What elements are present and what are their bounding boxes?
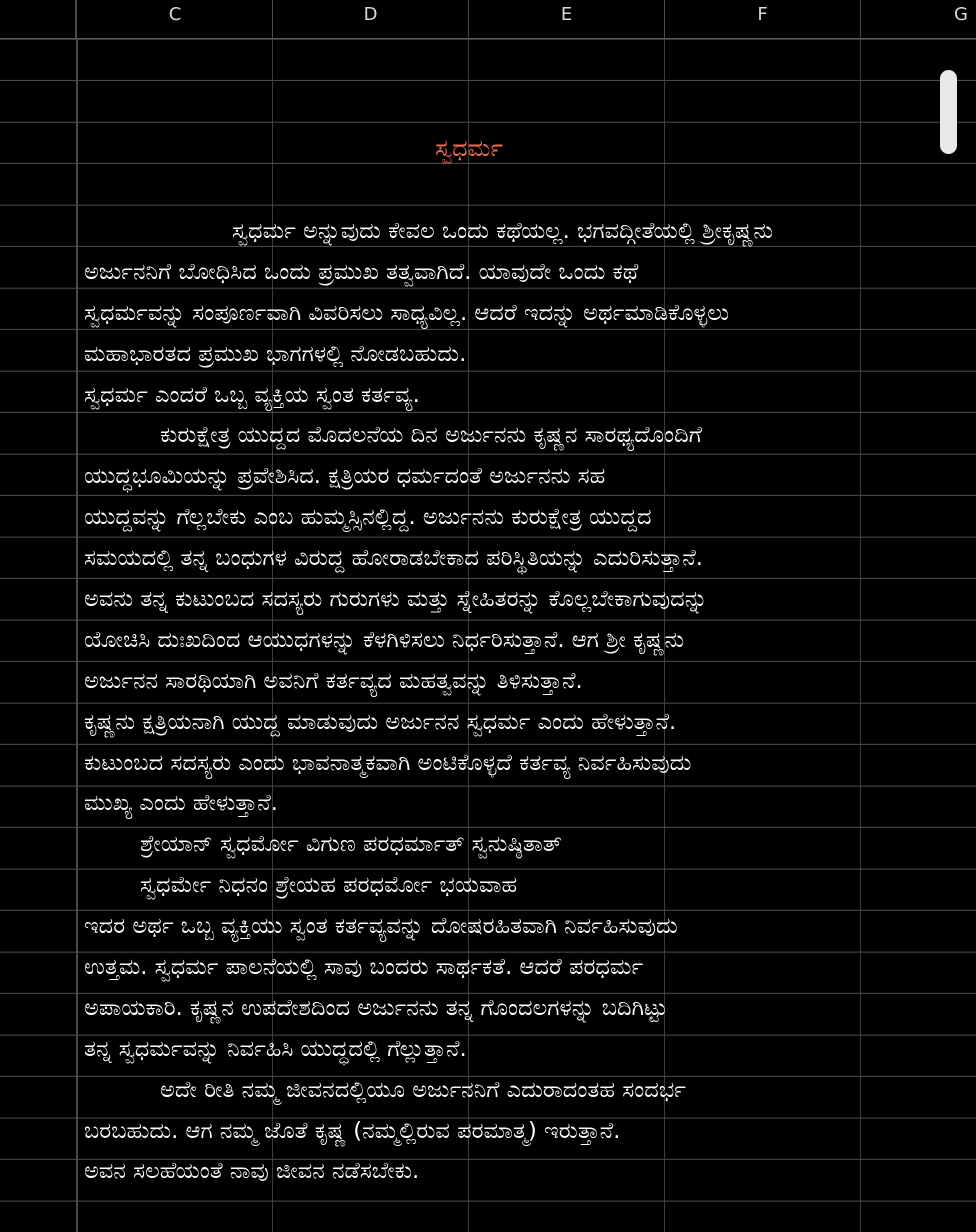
- text-cell[interactable]: ಯುದ್ದವನ್ನು ಗೆಲ್ಲಬೇಕು ಎಂಬ ಹುಮ್ಮಸ್ಸಿನಲ್ಲಿದ್ದ. ಅರ್ಜುನನು ಕುರುಕ್ಷೇತ್ರ ಯುದ್ದದ: [84, 504, 652, 531]
- title-cell[interactable]: ಸ್ವಧರ್ಮ: [435, 134, 503, 162]
- column-header-e[interactable]: E: [469, 0, 665, 38]
- text-cell[interactable]: ಸ್ವಧರ್ಮ ಎಂದರೆ ಒಬ್ಬ ವ್ಯಕ್ತಿಯ ಸ್ವಂತ ಕರ್ತವ್ಯ.: [84, 381, 420, 408]
- text-cell[interactable]: ಶ್ರೇಯಾನ್ ಸ್ವಧರ್ಮೋ ವಿಗುಣ ಪರಧರ್ಮಾತ್ ಸ್ವನುಷ್ಠಿತಾತ್: [140, 831, 563, 858]
- text-cell[interactable]: ಮುಖ್ಯ ಎಂದು ಹೇಳುತ್ತಾನೆ.: [84, 790, 278, 817]
- text-cell[interactable]: ಕೃಷ್ಣನು ಕ್ಷತ್ರಿಯನಾಗಿ ಯುದ್ದ ಮಾಡುವುದು ಅರ್ಜುನನ ಸ್ವಧರ್ಮ ಎಂದು ಹೇಳುತ್ತಾನೆ.: [84, 708, 677, 735]
- text-cell[interactable]: ಕುಟುಂಬದ ಸದಸ್ಯರು ಎಂದು ಭಾವನಾತ್ಮಕವಾಗಿ ಅಂಟಿಕೊಳ್ಳದೆ ಕರ್ತವ್ಯ ನಿರ್ವಹಿಸುವುದು: [84, 749, 692, 776]
- text-cell[interactable]: ಬರಬಹುದು. ಆಗ ನಮ್ಮ ಜೊತೆ ಕೃಷ್ಣ (ನಮ್ಮಲ್ಲಿರುವ ಪರಮಾತ್ಮ) ಇರುತ್ತಾನೆ.: [84, 1117, 621, 1144]
- text-cell[interactable]: ತನ್ನ ಸ್ವಧರ್ಮವನ್ನು ನಿರ್ವಹಿಸಿ ಯುದ್ಧದಲ್ಲಿ ಗೆಲ್ಲುತ್ತಾನೆ.: [84, 1035, 467, 1062]
- text-cell[interactable]: ಅಪಾಯಕಾರಿ. ಕೃಷ್ಣನ ಉಪದೇಶದಿಂದ ಅರ್ಜುನನು ತನ್ನ ಗೊಂದಲಗಳನ್ನು ಬದಿಗಿಟ್ಟು: [84, 994, 668, 1021]
- vertical-scrollbar-thumb[interactable]: [940, 70, 957, 154]
- text-cell[interactable]: ಸ್ವಧರ್ಮ ಅನ್ನುವುದು ಕೇವಲ ಒಂದು ಕಥೆಯಲ್ಲ. ಭಗವದ್ಗೀತೆಯಲ್ಲಿ ಶ್ರೀಕೃಷ್ಣನು: [232, 218, 774, 244]
- column-header-c[interactable]: C: [78, 0, 273, 38]
- text-cell[interactable]: ಸಮಯದಲ್ಲಿ ತನ್ನ ಬಂಧುಗಳ ವಿರುದ್ದ ಹೋರಾಡಬೇಕಾದ ಪರಿಸ್ಥಿತಿಯನ್ನು ಎದುರಿಸುತ್ತಾನೆ.: [84, 545, 703, 572]
- essay-text-block: [78, 211, 976, 1192]
- text-cell[interactable]: ಸ್ವಧರ್ಮೇ ನಿಧನಂ ಶ್ರೇಯಹ ಪರಧರ್ಮೋ ಭಯವಾಹ: [140, 872, 518, 899]
- column-header-bar: [0, 0, 976, 39]
- select-all-corner[interactable]: [0, 0, 77, 38]
- text-cell[interactable]: ಯುದ್ಧಭೂಮಿಯನ್ನು ಪ್ರವೇಶಿಸಿದ. ಕ್ಷತ್ರಿಯರ ಧರ್ಮದಂತೆ ಅರ್ಜುನನು ಸಹ: [84, 463, 606, 490]
- column-header-g[interactable]: G: [954, 4, 968, 25]
- text-cell[interactable]: ಮಹಾಭಾರತದ ಪ್ರಮುಖ ಭಾಗಗಳಲ್ಲಿ ನೋಡಬಹುದು.: [84, 340, 467, 367]
- text-cell[interactable]: ಯೋಚಿಸಿ ದುಃಖದಿಂದ ಆಯುಧಗಳನ್ನು ಕೆಳಗಿಳಿಸಲು ನಿರ್ಧರಿಸುತ್ತಾನೆ. ಆಗ ಶ್ರೀ ಕೃಷ್ಣನು: [84, 626, 685, 653]
- column-header-d[interactable]: D: [273, 0, 469, 38]
- text-cell[interactable]: ಅರ್ಜುನನ ಸಾರಥಿಯಾಗಿ ಅವನಿಗೆ ಕರ್ತವ್ಯದ ಮಹತ್ವವನ್ನು ತಿಳಿಸುತ್ತಾನೆ.: [84, 667, 583, 694]
- text-cell[interactable]: ಅದೇ ರೀತಿ ನಮ್ಮ ಜೀವನದಲ್ಲಿಯೂ ಅರ್ಜುನನಿಗೆ ಎದುರಾದಂತಹ ಸಂದರ್ಭ: [160, 1076, 686, 1103]
- text-cell[interactable]: ಅವನ ಸಲಹೆಯಂತೆ ನಾವು ಜೀವನ ನಡೆಸಬೇಕು.: [84, 1158, 420, 1185]
- text-cell[interactable]: ಇದರ ಅರ್ಥ ಒಬ್ಬ ವ್ಯಕ್ತಿಯು ಸ್ವಂತ ಕರ್ತವ್ಯವನ್ನು ದೋಷರಹಿತವಾಗಿ ನಿರ್ವಹಿಸುವುದು: [84, 913, 678, 940]
- text-cell[interactable]: ಅರ್ಜುನನಿಗೆ ಬೋಧಿಸಿದ ಒಂದು ಪ್ರಮುಖ ತತ್ವವಾಗಿದೆ. ಯಾವುದೇ ಒಂದು ಕಥೆ: [84, 258, 639, 285]
- text-cell[interactable]: ಅವನು ತನ್ನ ಕುಟುಂಬದ ಸದಸ್ಯರು ಗುರುಗಳು ಮತ್ತು ಸ್ನೇಹಿತರನ್ನು ಕೊಲ್ಲಬೇಕಾಗುವುದನ್ನು: [84, 586, 708, 613]
- text-cell[interactable]: ಉತ್ತಮ. ಸ್ವಧರ್ಮ ಪಾಲನೆಯಲ್ಲಿ ಸಾವು ಬಂದರು ಸಾರ್ಥಕತೆ. ಆದರೆ ಪರಧರ್ಮ: [84, 954, 644, 981]
- text-cell[interactable]: ಕುರುಕ್ಷೇತ್ರ ಯುದ್ದದ ಮೊದಲನೆಯ ದಿನ ಅರ್ಜುನನು ಕೃಷ್ಣನ ಸಾರಥ್ಯದೊಂದಿಗೆ: [160, 422, 702, 449]
- text-cell[interactable]: ಸ್ವಧರ್ಮವನ್ನು ಸಂಪೂರ್ಣವಾಗಿ ವಿವರಿಸಲು ಸಾಧ್ಯವಿಲ್ಲ. ಆದರೆ ಇದನ್ನು ಅರ್ಥಮಾಡಿಕೊಳ್ಳಲು: [84, 299, 730, 326]
- column-header-f[interactable]: F: [665, 0, 861, 38]
